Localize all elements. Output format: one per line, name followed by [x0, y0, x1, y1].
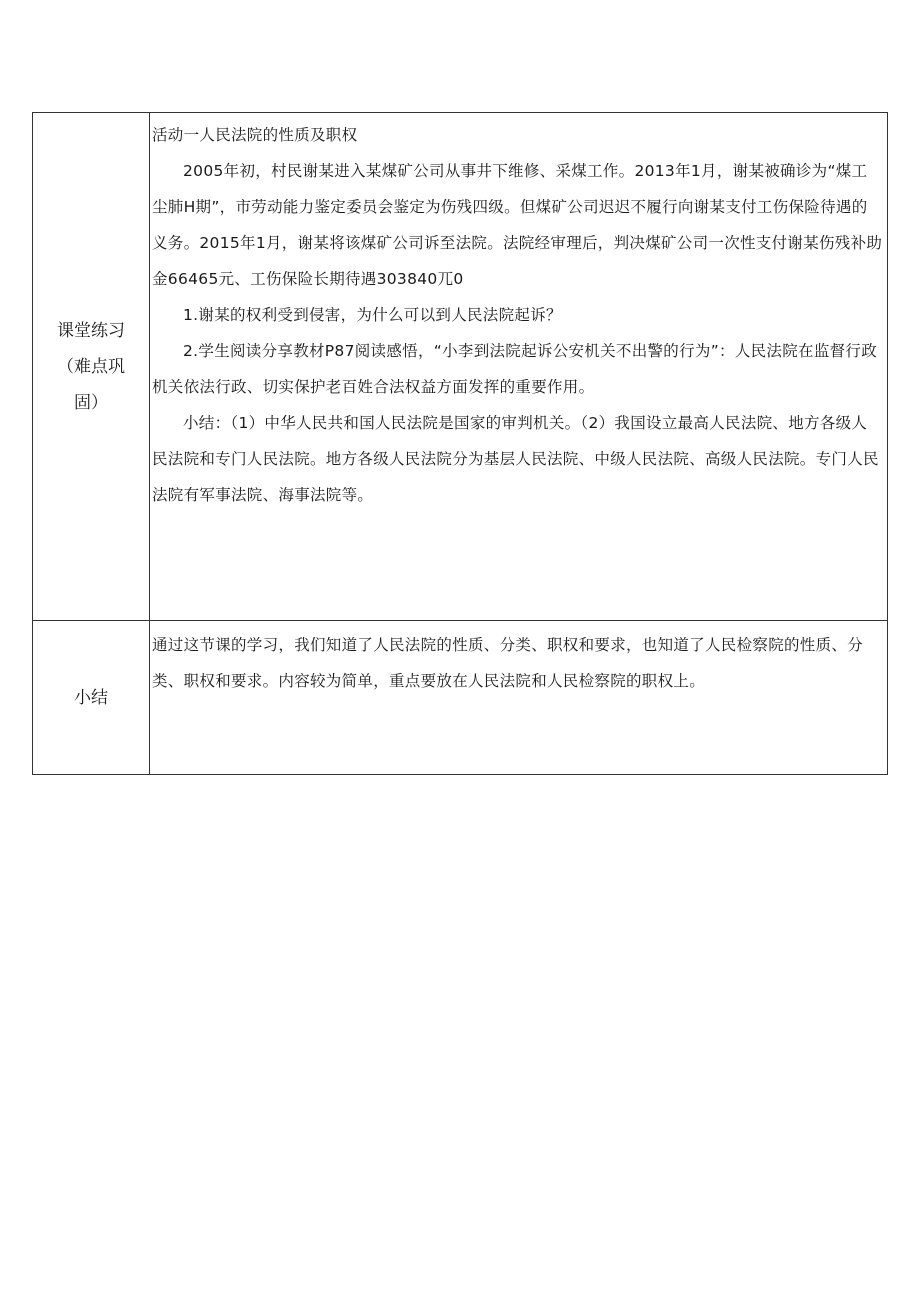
practice-row — [33, 113, 888, 621]
summary-paragraph: 小结：（1）中华人民共和国人民法院是国家的审判机关。（2）我国设立最高人民法院、地方各级人民法院和专门人民法院。地方各级人民法院分为基层人民法院、中级人民法院、高级人民法院。专门人民法院有军事法院、海事法院等。 — [152, 414, 879, 504]
practice-label-line2: （难点巩 — [57, 356, 125, 377]
conclusion-label-cell — [33, 621, 150, 775]
lesson-table — [32, 112, 888, 775]
case-paragraph: 2005年初，村民谢某进入某煤矿公司从事井下维修、采煤工作。2013年1月，谢某被确诊为“煤工尘肺H期”，市劳动能力鉴定委员会鉴定为伤残四级。但煤矿公司迟迟不履行向谢某支付工伤保险待遇的义务。2015年1月，谢某将该煤矿公司诉至法院。法院经审理后，判决煤矿公司一次性支付谢某伤残补助金66465元、工伤保险长期待遇303840兀0 — [152, 162, 883, 288]
conclusion-label: 小结 — [74, 687, 108, 708]
conclusion-text: 通过这节课的学习，我们知道了人民法院的性质、分类、职权和要求，也知道了人民检察院的性质、分类、职权和要求。内容较为简单，重点要放在人民法院和人民检察院的职权上。 — [152, 636, 864, 690]
practice-label-cell — [33, 113, 150, 621]
practice-label-line3: 固） — [74, 392, 108, 413]
question-1: 1.谢某的权利受到侵害，为什么可以到人民法院起诉？ — [183, 306, 562, 324]
practice-label-line1: 课堂练习 — [57, 320, 125, 341]
activity-title: 活动一人民法院的性质及职权 — [152, 126, 358, 144]
conclusion-content-cell — [150, 621, 888, 775]
question-2: 2.学生阅读分享教材P87阅读感悟，“小李到法院起诉公安机关不出警的行为”：人民法院在监督行政机关依法行政、切实保护老百姓合法权益方面发挥的重要作用。 — [152, 342, 878, 396]
conclusion-row — [33, 621, 888, 775]
practice-content-cell — [150, 113, 888, 621]
